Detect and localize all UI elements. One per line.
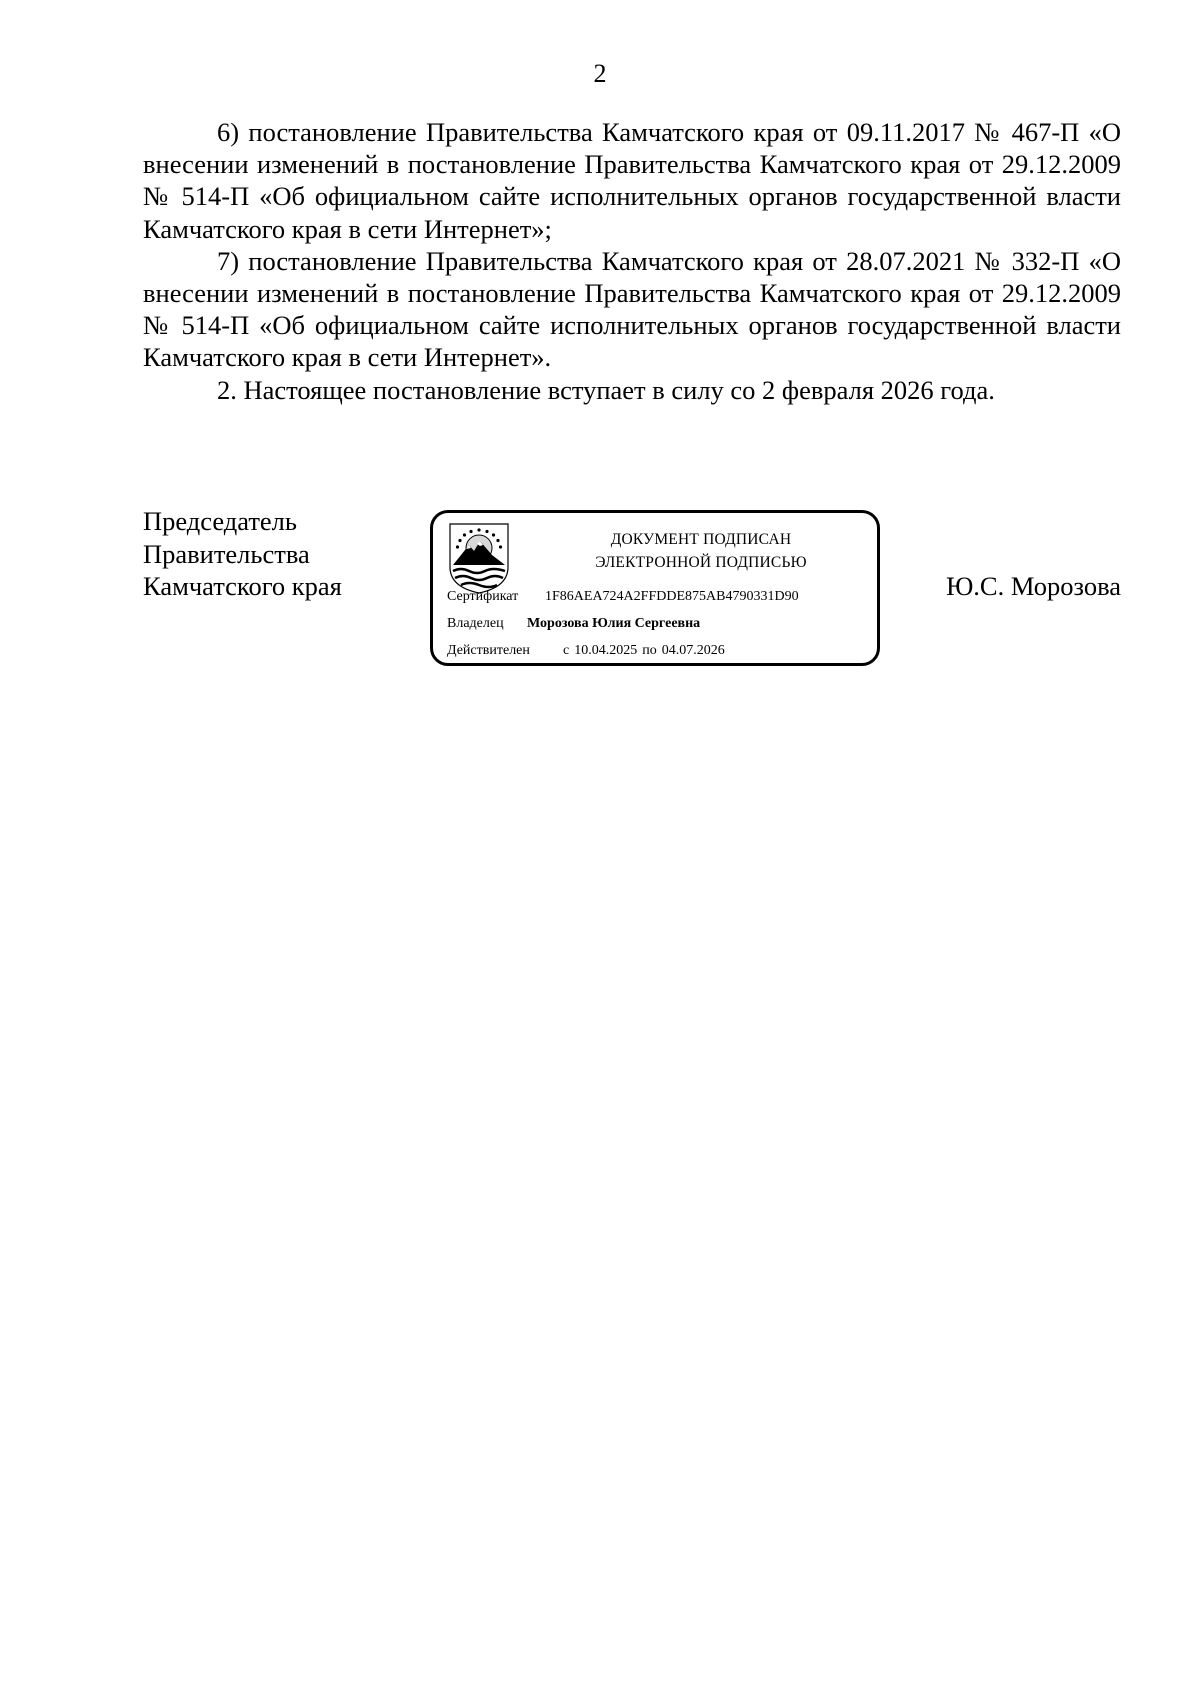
stamp-owner-row (447, 615, 700, 633)
paragraph-item-7: 7) постановление Правительства Камчатского края от 28.07.2021 № 332-П «О внесении изменений в постановление Правительства Камчатского края от 29.12.2009 № 514-П «Об официальном сайте исполнительных органов государственной власти Камчатского края в сети Интернет». (143, 245, 1121, 373)
stamp-certificate-row (447, 588, 799, 606)
valid-from-date: 10.04.2025 (574, 643, 638, 658)
paragraph-item-6: 6) постановление Правительства Камчатского края от 09.11.2017 № 467-П «О внесении изменений в постановление Правительства Камчатского края от 29.12.2009 № 514-П «Об официальном сайте исполнительных органов государственной власти Камчатского края в сети Интернет»; (143, 117, 1121, 244)
owner-value: Морозова Юлия Сергеевна (527, 616, 701, 631)
paragraph-effective-date: 2. Настоящее постановление вступает в силу со 2 февраля 2026 года. (217, 374, 995, 405)
signer-name: Ю.С. Морозова (946, 571, 1121, 601)
stamp-title-line: ЭЛЕКТРОННОЙ ПОДПИСЬЮ (595, 554, 807, 571)
certificate-value: 1F86AEA724A2FFDDE875AB4790331D90 (545, 589, 799, 604)
signer-position-line: Правительства (143, 538, 310, 569)
kamchatka-coat-of-arms-icon (447, 521, 511, 595)
signer-position-line: Председатель (143, 506, 297, 536)
stamp-validity-row (447, 642, 725, 660)
valid-to-prefix: по (642, 643, 657, 658)
signature-block (143, 505, 1121, 685)
valid-label: Действителен (447, 643, 530, 658)
valid-to-date: 04.07.2026 (661, 643, 725, 658)
valid-from-prefix: с (563, 643, 570, 658)
certificate-label: Сертификат (447, 589, 519, 604)
document-body (143, 116, 1121, 406)
electronic-signature-stamp (430, 510, 880, 666)
page-number: 2 (593, 59, 607, 88)
stamp-title-line: ДОКУМЕНТ ПОДПИСАН (610, 531, 792, 548)
owner-label: Владелец (447, 616, 504, 631)
signer-position-line: Камчатского края (143, 571, 342, 601)
signer-position (143, 505, 342, 603)
stamp-title (543, 528, 859, 574)
